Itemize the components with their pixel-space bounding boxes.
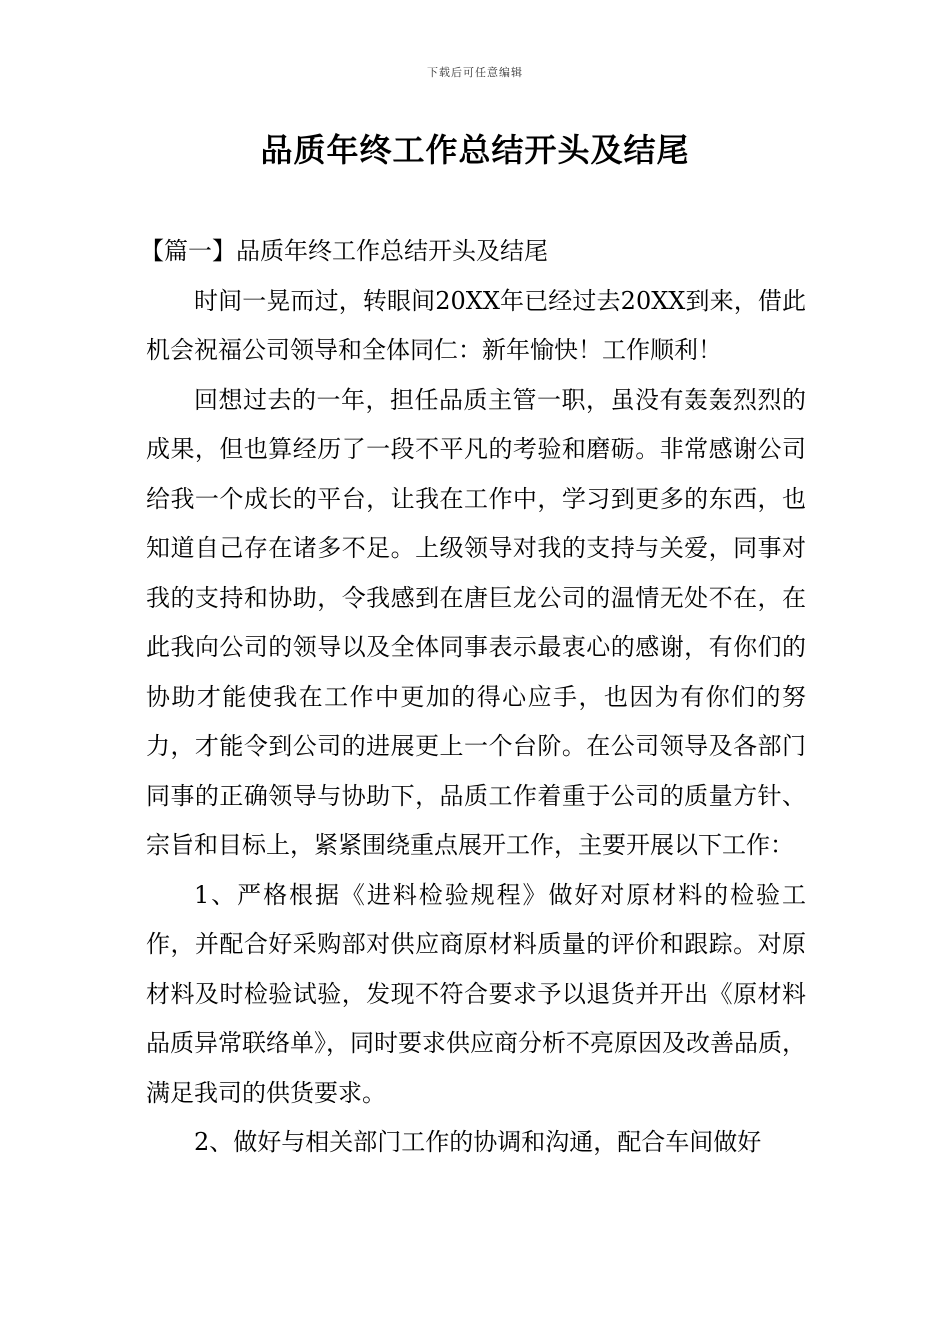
document-body [140,227,806,1168]
section-heading: 【篇一】品质年终工作总结开头及结尾 [140,237,548,265]
paragraph-greeting: 时间一晃而过，转眼间20XX年已经过去20XX到来，借此机会祝福公司领导和全体同仁：新年愉快！工作顺利！ [146,286,806,364]
paragraph-review: 回想过去的一年，担任品质主管一职，虽没有轰轰烈烈的成果，但也算经历了一段不平凡的考验和磨砺。非常感谢公司给我一个成长的平台，让我在工作中，学习到更多的东西，也知道自己存在诸多不足。上级领导对我的支持与关爱，同事对我的支持和协助，令我感到在唐巨龙公司的温情无处不在，在此我向公司的领导以及全体同事表示最衷心的感谢，有你们的协助才能使我在工作中更加的得心应手，也因为有你们的努力，才能令到公司的进展更上一个台阶。在公司领导及各部门同事的正确领导与协助下，品质工作着重于公司的质量方针、宗旨和目标上，紧紧围绕重点展开工作，主要开展以下工作： [146,385,806,859]
paragraph-item-1: 1、严格根据《进料检验规程》做好对原材料的检验工作，并配合好采购部对供应商原材料质量的评价和跟踪。对原材料及时检验试验，发现不符合要求予以退货并开出《原材料品质异常联络单》，同时要求供应商分析不亮原因及改善品质，满足我司的供货要求。 [146,880,806,1107]
document-title: 品质年终工作总结开头及结尾 [260,131,690,169]
paragraph-item-2: 2、做好与相关部门工作的协调和沟通，配合车间做好 [194,1128,762,1156]
header-note: 下载后可任意编辑 [427,66,523,79]
